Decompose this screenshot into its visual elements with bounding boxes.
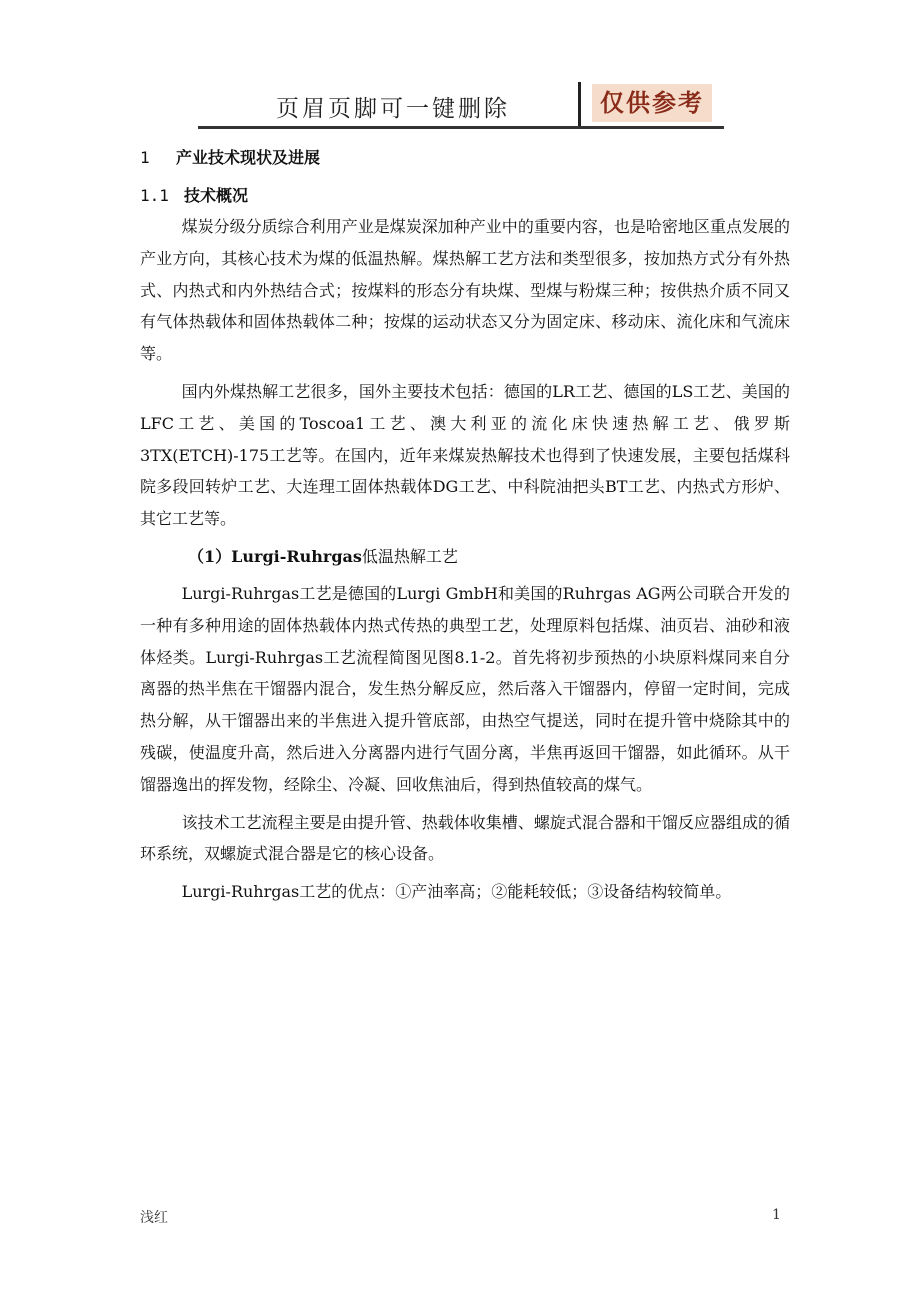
page-number: 1 [772,1207,781,1223]
footer-left-text: 浅红 [140,1210,168,1226]
process-heading-name: Lurgi-Ruhrgas [231,546,362,566]
subsection-heading [140,185,790,207]
paragraph: Lurgi-Ruhrgas工艺的优点：①产油率高；②能耗较低；③设备结构较简单。 [181,882,732,902]
header-left-text: 页眉页脚可一键删除 [276,96,510,122]
section-heading [140,147,790,169]
header-rule [198,126,724,129]
section-number: 1 [140,148,150,167]
paragraph: Lurgi-Ruhrgas工艺是德国的Lurgi GmbH和美国的Ruhrgas AG两公司联合开发的一种有多种用途的固体热载体内热式传热的典型工艺，处理原料包括煤、油页岩、油砂和液体烃类。Lurgi-Ruhrgas工艺流程简图见图8.1-2。首先将初步预热的小块原料煤同来自分离器的热半焦在干馏器内混合，发生热分解反应，然后落入干馏器内，停留一定时间，完成热分解，从干馏器出来的半焦进入提升管底部，由热空气提送，同时在提升管中烧除其中的残碳，使温度升高，然后进入分离器内进行气固分离，半焦再返回干馏器，如此循环。从干馏器逸出的挥发物，经除尘、冷凝、回收焦油后，得到热值较高的煤气。 [140,583,790,794]
header-banner [198,82,724,130]
process-heading-prefix: （1） [188,546,232,566]
header-divider [578,82,581,128]
paragraph: 该技术工艺流程主要是由提升管、热载体收集槽、螺旋式混合器和干馏反应器组成的循环系统，双螺旋式混合器是它的核心设备。 [140,812,790,864]
paragraph: 国内外煤热解工艺很多，国外主要技术包括：德国的LR工艺、德国的LS工艺、美国的LFC工艺、美国的Toscoa1工艺、澳大利亚的流化床快速热解工艺、俄罗斯3TX(ETCH)-175工艺等。在国内，近年来煤炭热解技术也得到了快速发展，主要包括煤科院多段回转炉工艺、大连理工固体热载体DG工艺、中科院油把头BT工艺、内热式方形炉、其它工艺等。 [140,381,790,529]
header-reference-badge: 仅供参考 [592,84,712,122]
paragraph: 煤炭分级分质综合利用产业是煤炭深加种产业中的重要内容，也是哈密地区重点发展的产业方向，其核心技术为煤的低温热解。煤热解工艺方法和类型很多，按加热方式分有外热式、内热式和内外热结合式；按煤料的形态分有块煤、型煤与粉煤三种；按供热介质不同又有气体热载体和固体热载体二种；按煤的运动状态又分为固定床、移动床、流化床和气流床等。 [140,217,790,364]
section-title: 产业技术现状及进展 [176,148,321,167]
subsection-title: 技术概况 [184,186,249,205]
document-body [140,147,790,914]
process-heading-suffix: 低温热解工艺 [361,546,458,566]
process-heading [140,541,790,572]
subsection-number: 1.1 [140,186,169,205]
